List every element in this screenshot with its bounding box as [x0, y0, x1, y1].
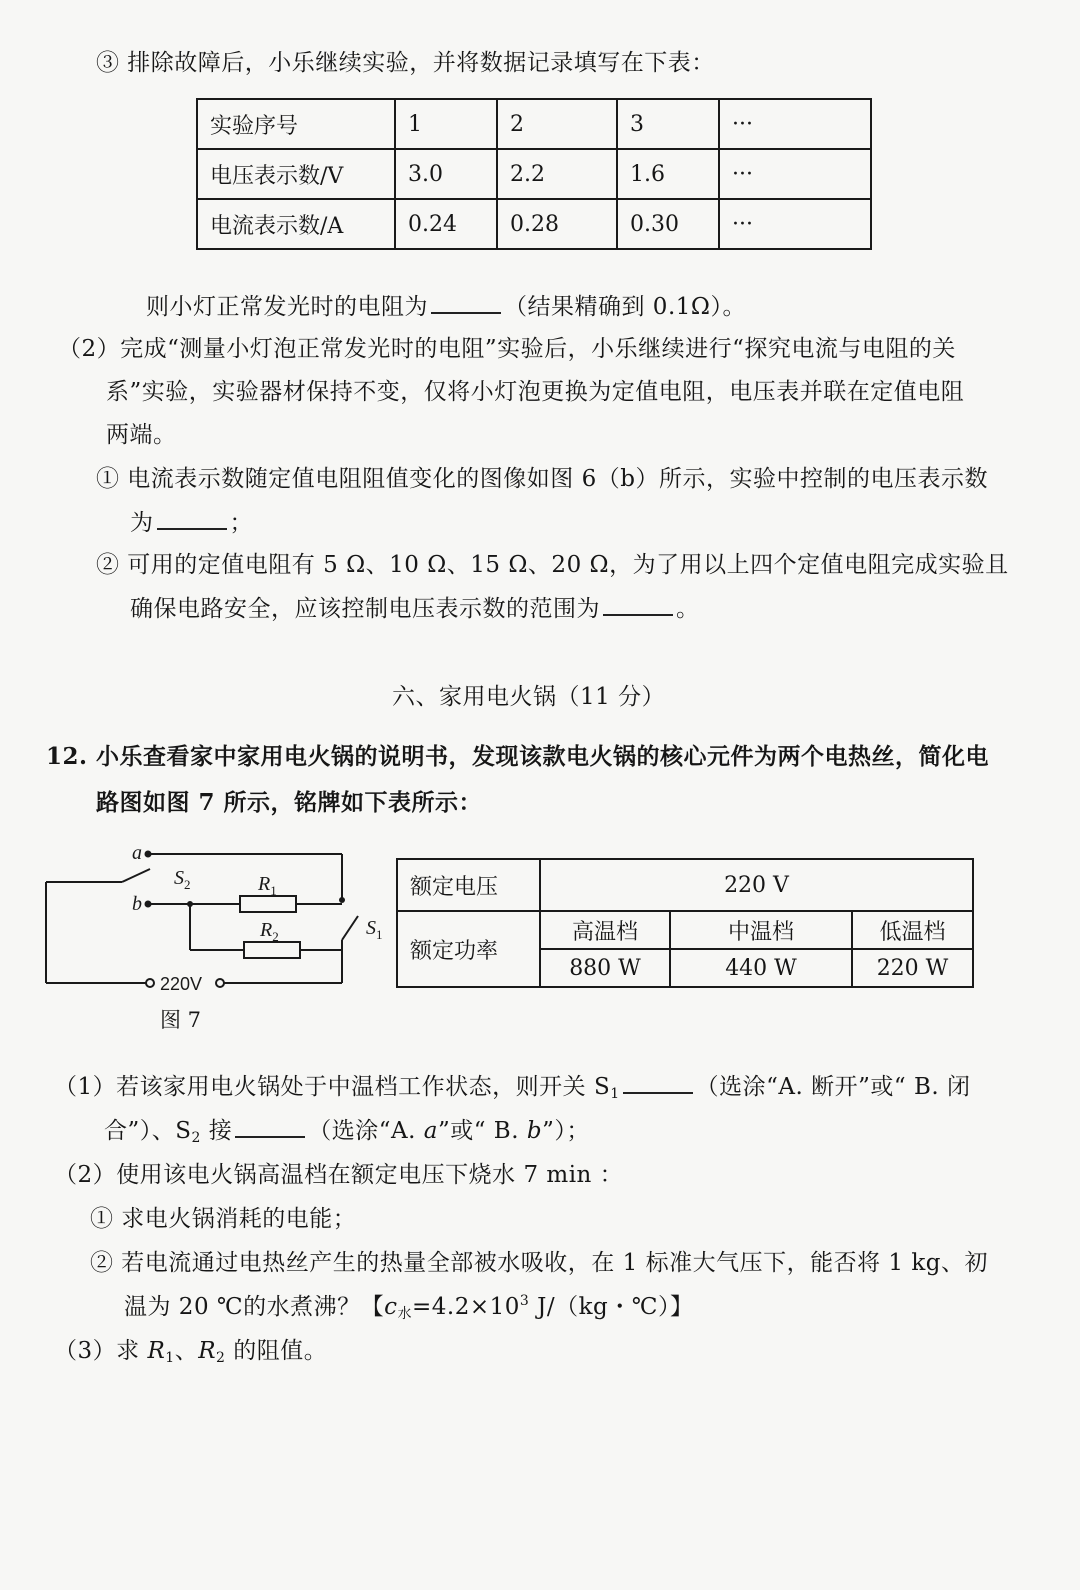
table-cell: 3 — [617, 99, 719, 149]
table-cell: 1.6 — [617, 149, 719, 199]
answer-blank[interactable] — [603, 596, 673, 616]
junction-dot — [339, 897, 345, 903]
question-text: （1）若该家用电火锅处于中温档工作状态，则开关 S — [54, 1074, 611, 1100]
question-text: （选涂“A. 断开”或“ B. 闭 — [695, 1074, 971, 1100]
subscript: 1 — [165, 1350, 175, 1366]
switch-s2-blade — [122, 869, 150, 882]
step3-text: ③ 排除故障后，小乐继续实验，并将数据记录填写在下表： — [96, 50, 715, 76]
question-1-line: ① 电流表示数随定值电阻阻值变化的图像如图 6（b）所示，实验中控制的电压表示数 — [96, 466, 988, 492]
table-cell: ··· — [719, 199, 871, 249]
table-cell: 0.28 — [497, 199, 617, 249]
table-cell: 1 — [395, 99, 497, 149]
junction-dot — [187, 901, 193, 907]
rated-power-label: 额定功率 — [397, 911, 540, 987]
figure-label: 图 7 — [160, 1008, 202, 1032]
question-text: 、 — [174, 1338, 199, 1364]
table-row — [197, 149, 871, 199]
r1-symbol: R — [147, 1338, 166, 1364]
subscript: 1 — [610, 1086, 620, 1102]
rated-voltage-label: 额定电压 — [397, 859, 540, 911]
part1-line — [104, 1112, 590, 1146]
part3-question — [54, 1332, 327, 1366]
terminal-b — [145, 901, 152, 908]
table-row — [397, 859, 973, 911]
subscript: 水 — [397, 1306, 413, 1322]
level-mid: 中温档 — [670, 911, 852, 949]
table-cell: 2 — [497, 99, 617, 149]
resistor-r2 — [244, 942, 300, 958]
source-terminal — [216, 979, 224, 987]
part1-line — [54, 1068, 970, 1102]
question-text: J/（kg・℃）】 — [529, 1294, 694, 1320]
switch-s2-label: $S_2$ — [174, 867, 191, 892]
switch-s1-label: $S_1$ — [366, 917, 383, 942]
table-cell: ··· — [719, 99, 871, 149]
table-cell: 实验序号 — [197, 99, 395, 149]
answer-blank[interactable] — [157, 510, 227, 530]
level-high: 高温档 — [540, 911, 670, 949]
table-cell: 0.24 — [395, 199, 497, 249]
table-cell: ··· — [719, 149, 871, 199]
power-mid: 440 W — [670, 949, 852, 987]
specific-heat-symbol: c — [384, 1294, 398, 1320]
question-2-line — [130, 590, 700, 623]
switch-s1-blade — [342, 916, 358, 940]
question-text: （选涂“A. — [308, 1118, 416, 1144]
table-row — [397, 911, 973, 949]
answer-blank[interactable] — [623, 1074, 693, 1094]
option-b: b — [526, 1118, 543, 1144]
experiment-table — [196, 98, 872, 250]
table-cell: 3.0 — [395, 149, 497, 199]
question-text: 合”）、S — [104, 1118, 192, 1144]
part2-sub1: ① 求电火锅消耗的电能； — [90, 1206, 357, 1232]
r1-label: $R_1$ — [258, 873, 277, 898]
subscript: 2 — [216, 1350, 226, 1366]
table-row — [197, 199, 871, 249]
subscript: 2 — [191, 1130, 201, 1146]
question-1-line — [130, 504, 253, 537]
table-cell: 电压表示数/V — [197, 149, 395, 199]
question-12-line: 12. 小乐查看家中家用电火锅的说明书，发现该款电火锅的核心元件为两个电热丝，简化电 — [46, 743, 990, 770]
question-text: 的阻值。 — [225, 1338, 328, 1364]
question-text: =4.2×10 — [412, 1294, 520, 1320]
part2-sub2: ② 若电流通过电热丝产生的热量全部被水吸收，在 1 标准大气压下，能否将 1 kg、初 — [90, 1250, 988, 1276]
rated-voltage-value: 220 V — [540, 859, 973, 911]
question-text: 温为 20 ℃的水煮沸？【 — [124, 1294, 385, 1320]
source-terminal — [146, 979, 154, 987]
circuit-diagram — [40, 840, 390, 1005]
answer-blank[interactable] — [431, 294, 501, 314]
r2-label: $R_2$ — [260, 919, 279, 944]
option-a: a — [423, 1118, 438, 1144]
level-low: 低温档 — [852, 911, 973, 949]
table-cell: 电流表示数/A — [197, 199, 395, 249]
question-text: ”）； — [542, 1118, 590, 1144]
resistor-r1 — [240, 896, 296, 912]
part2-question: （2）使用该电火锅高温档在额定电压下烧水 7 min ： — [54, 1162, 624, 1188]
part2-line: （2）完成“测量小灯泡正常发光时的电阻”实验后，小乐继续进行“探究电流与电阻的关 — [58, 336, 956, 362]
node-b-label: b — [132, 893, 142, 915]
source-label: 220V — [160, 974, 203, 994]
question-text: 确保电路安全，应该控制电压表示数的范围为 — [130, 596, 600, 622]
node-a-label: a — [132, 842, 142, 864]
nameplate-table — [396, 858, 974, 988]
power-low: 220 W — [852, 949, 973, 987]
answer-blank[interactable] — [235, 1118, 305, 1138]
question-text: 则小灯正常发光时的电阻为 — [146, 294, 428, 320]
question-text: ”或“ B. — [437, 1118, 520, 1144]
question-text: 。 — [676, 596, 700, 622]
part2-line: 系”实验，实验器材保持不变，仅将小灯泡更换为定值电阻，电压表并联在定值电阻 — [106, 379, 965, 405]
table-cell: 0.30 — [617, 199, 719, 249]
section-heading: 六、家用电火锅（11 分） — [392, 684, 666, 710]
question-text: 为 — [130, 510, 154, 536]
r2-symbol: R — [198, 1338, 217, 1364]
table-row — [197, 99, 871, 149]
question-text: ； — [229, 510, 253, 536]
question-text: （3）求 — [54, 1338, 148, 1364]
question-12-line: 路图如图 7 所示，铭牌如下表所示： — [96, 789, 483, 816]
part2-sub2 — [124, 1288, 694, 1323]
part2-line: 两端。 — [106, 422, 177, 448]
resistance-question — [146, 288, 746, 321]
terminal-a — [145, 851, 152, 858]
question-text: （结果精确到 0.1Ω）。 — [504, 294, 746, 320]
power-high: 880 W — [540, 949, 670, 987]
superscript: 3 — [519, 1293, 530, 1309]
question-2-line: ② 可用的定值电阻有 5 Ω、10 Ω、15 Ω、20 Ω，为了用以上四个定值电阻完成实验且 — [96, 552, 1009, 578]
question-text: 接 — [200, 1118, 233, 1144]
table-cell: 2.2 — [497, 149, 617, 199]
